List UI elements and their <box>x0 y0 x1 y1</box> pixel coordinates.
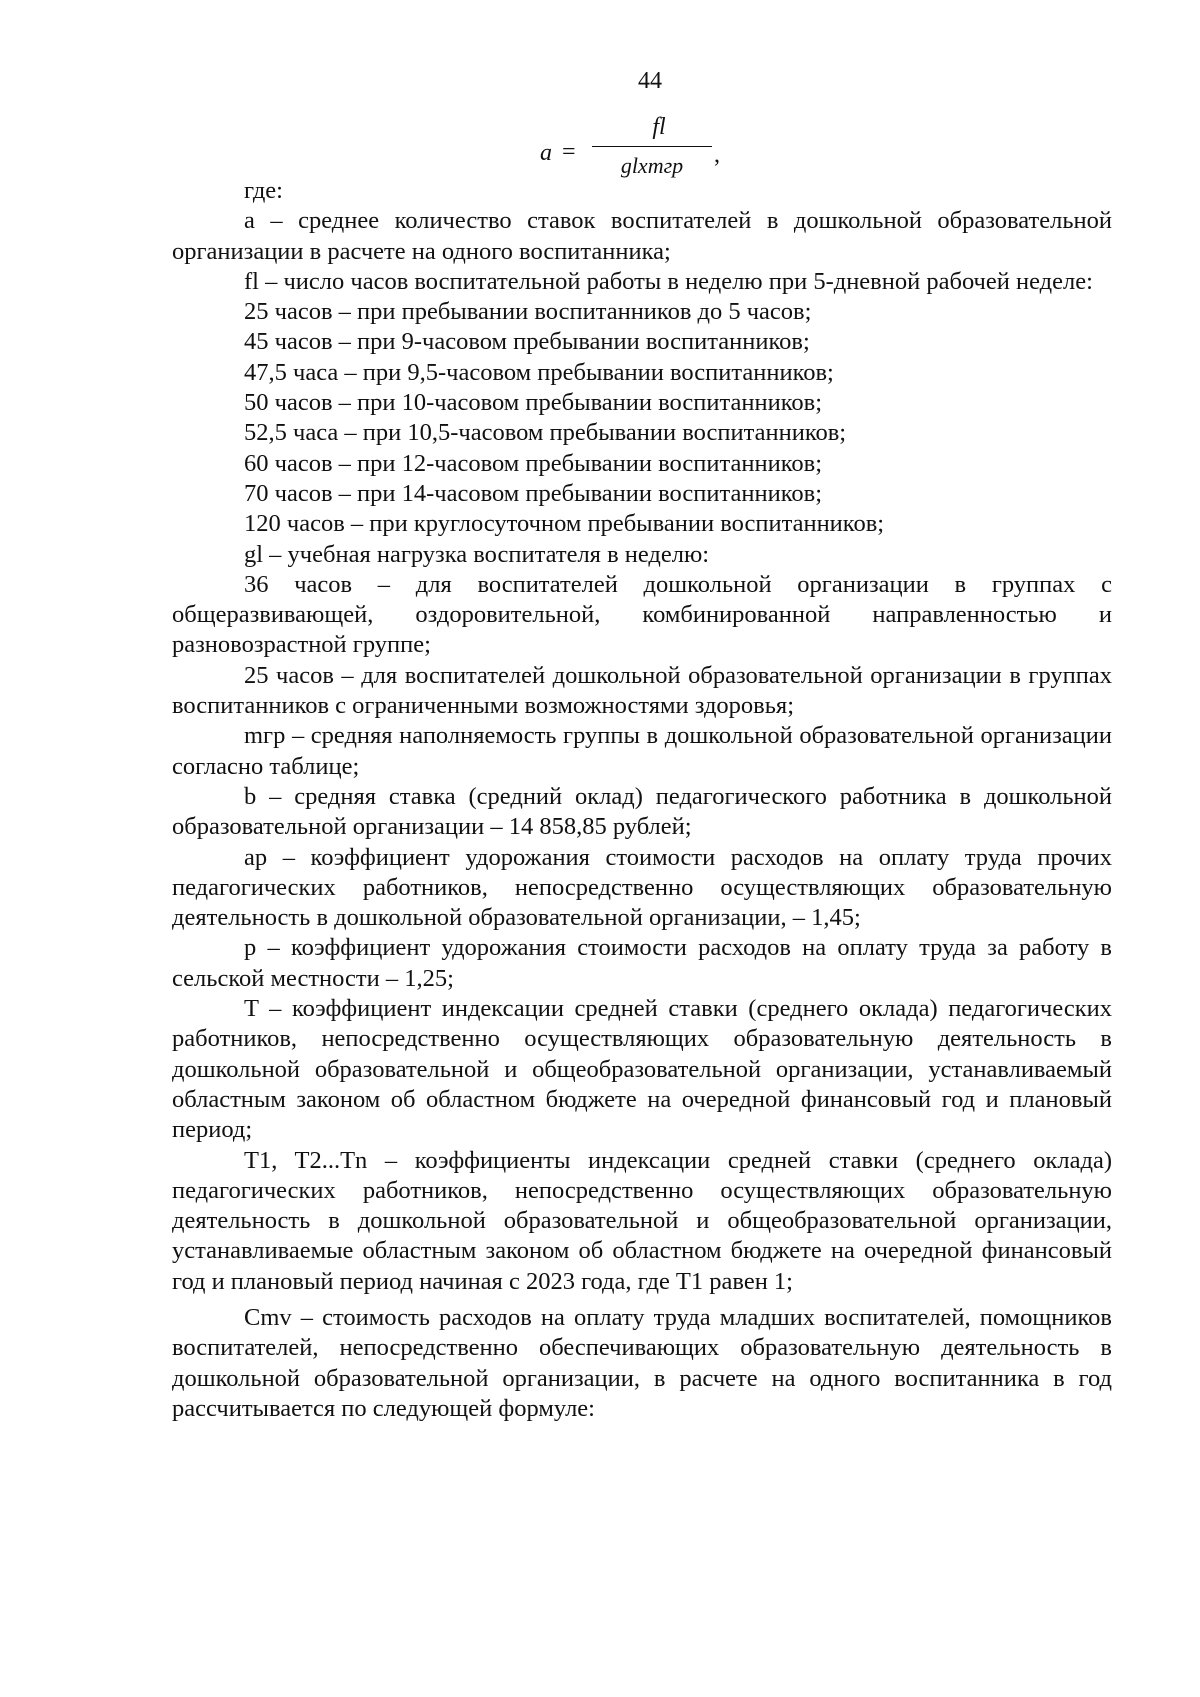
paragraph: ap – коэффициент удорожания стоимости расходов на оплату труда прочих педагогических работников, непосредственно осуществляющих образовательную деятельность в дошкольной образовательной организации, – 1,45; <box>172 843 1112 932</box>
paragraph: 120 часов – при круглосуточном пребывании воспитанников; <box>244 510 885 538</box>
paragraph: 45 часов – при 9-часовом пребывании воспитанников; <box>244 328 810 356</box>
formula-numerator: fl <box>652 114 666 140</box>
paragraph: gl – учебная нагрузка воспитателя в неделю: <box>244 540 710 568</box>
paragraph: a – среднее количество ставок воспитателей в дошкольной образовательной организации в расчете на одного воспитанника; <box>172 207 1112 265</box>
paragraph: где: <box>244 177 283 204</box>
page-number: 44 <box>638 68 662 94</box>
paragraph: mгр – средняя наполняемость группы в дошкольной образовательной организации согласно таблице; <box>172 722 1112 780</box>
formula-denominator: glxmгр <box>620 153 684 178</box>
paragraph: 47,5 часа – при 9,5-часовом пребывании воспитанников; <box>244 358 834 386</box>
formula-equals: = <box>562 139 576 165</box>
paragraph: 52,5 часа – при 10,5-часовом пребывании воспитанников; <box>244 419 847 447</box>
paragraph: T1, T2...Tn – коэффициенты индексации средней ставки (среднего оклада) педагогических работников, непосредственно осуществляющих образовательную деятельность в дошкольной образовательной и общеобразовательной организации, устанавливаемые областным законом об областном бюджете на очередной финансовый год и плановый период начиная с 2023 года, где T1 равен 1; <box>172 1146 1112 1295</box>
paragraph: p – коэффициент удорожания стоимости расходов на оплату труда за работу в сельской местности – 1,25; <box>172 934 1112 992</box>
paragraph: b – средняя ставка (средний оклад) педагогического работника в дошкольной образовательной организации – 14 858,85 рублей; <box>172 782 1112 841</box>
paragraph: 60 часов – при 12-часовом пребывании воспитанников; <box>244 449 822 477</box>
paragraph: 36 часов – для воспитателей дошкольной организации в группах с общеразвивающей, оздоровительной, комбинированной направленностью и разновозрастной группе; <box>172 570 1112 659</box>
paragraph: 70 часов – при 14-часовом пребывании воспитанников; <box>244 479 822 507</box>
paragraph: fl – число часов воспитательной работы в неделю при 5-дневной рабочей неделе: <box>244 267 1093 295</box>
fraction-bar <box>592 146 712 147</box>
paragraph: T – коэффициент индексации средней ставки (среднего оклада) педагогических работников, непосредственно осуществляющих образовательную деятельность в дошкольной образовательной и общеобразовательной организации, устанавливаемый областным законом об областном бюджете на очередной финансовый год и плановый период; <box>172 995 1112 1144</box>
formula-comma: , <box>714 142 720 168</box>
paragraph: 50 часов – при 10-часовом пребывании воспитанников; <box>244 389 822 417</box>
body-text <box>172 176 1112 1424</box>
paragraph: 25 часов – для воспитателей дошкольной образовательной организации в группах воспитанников с ограниченными возможностями здоровья; <box>172 661 1112 720</box>
formula-fraction <box>592 112 712 181</box>
formula-lhs: a <box>540 140 552 166</box>
paragraph: 25 часов – при пребывании воспитанников до 5 часов; <box>244 298 812 326</box>
paragraph: Cmv – стоимость расходов на оплату труда младших воспитателей, помощников воспитателей, непосредственно обеспечивающих образовательную деятельность в дошкольной образовательной организации, в расчете на одного воспитанника в год рассчитывается по следующей формуле: <box>172 1303 1112 1422</box>
